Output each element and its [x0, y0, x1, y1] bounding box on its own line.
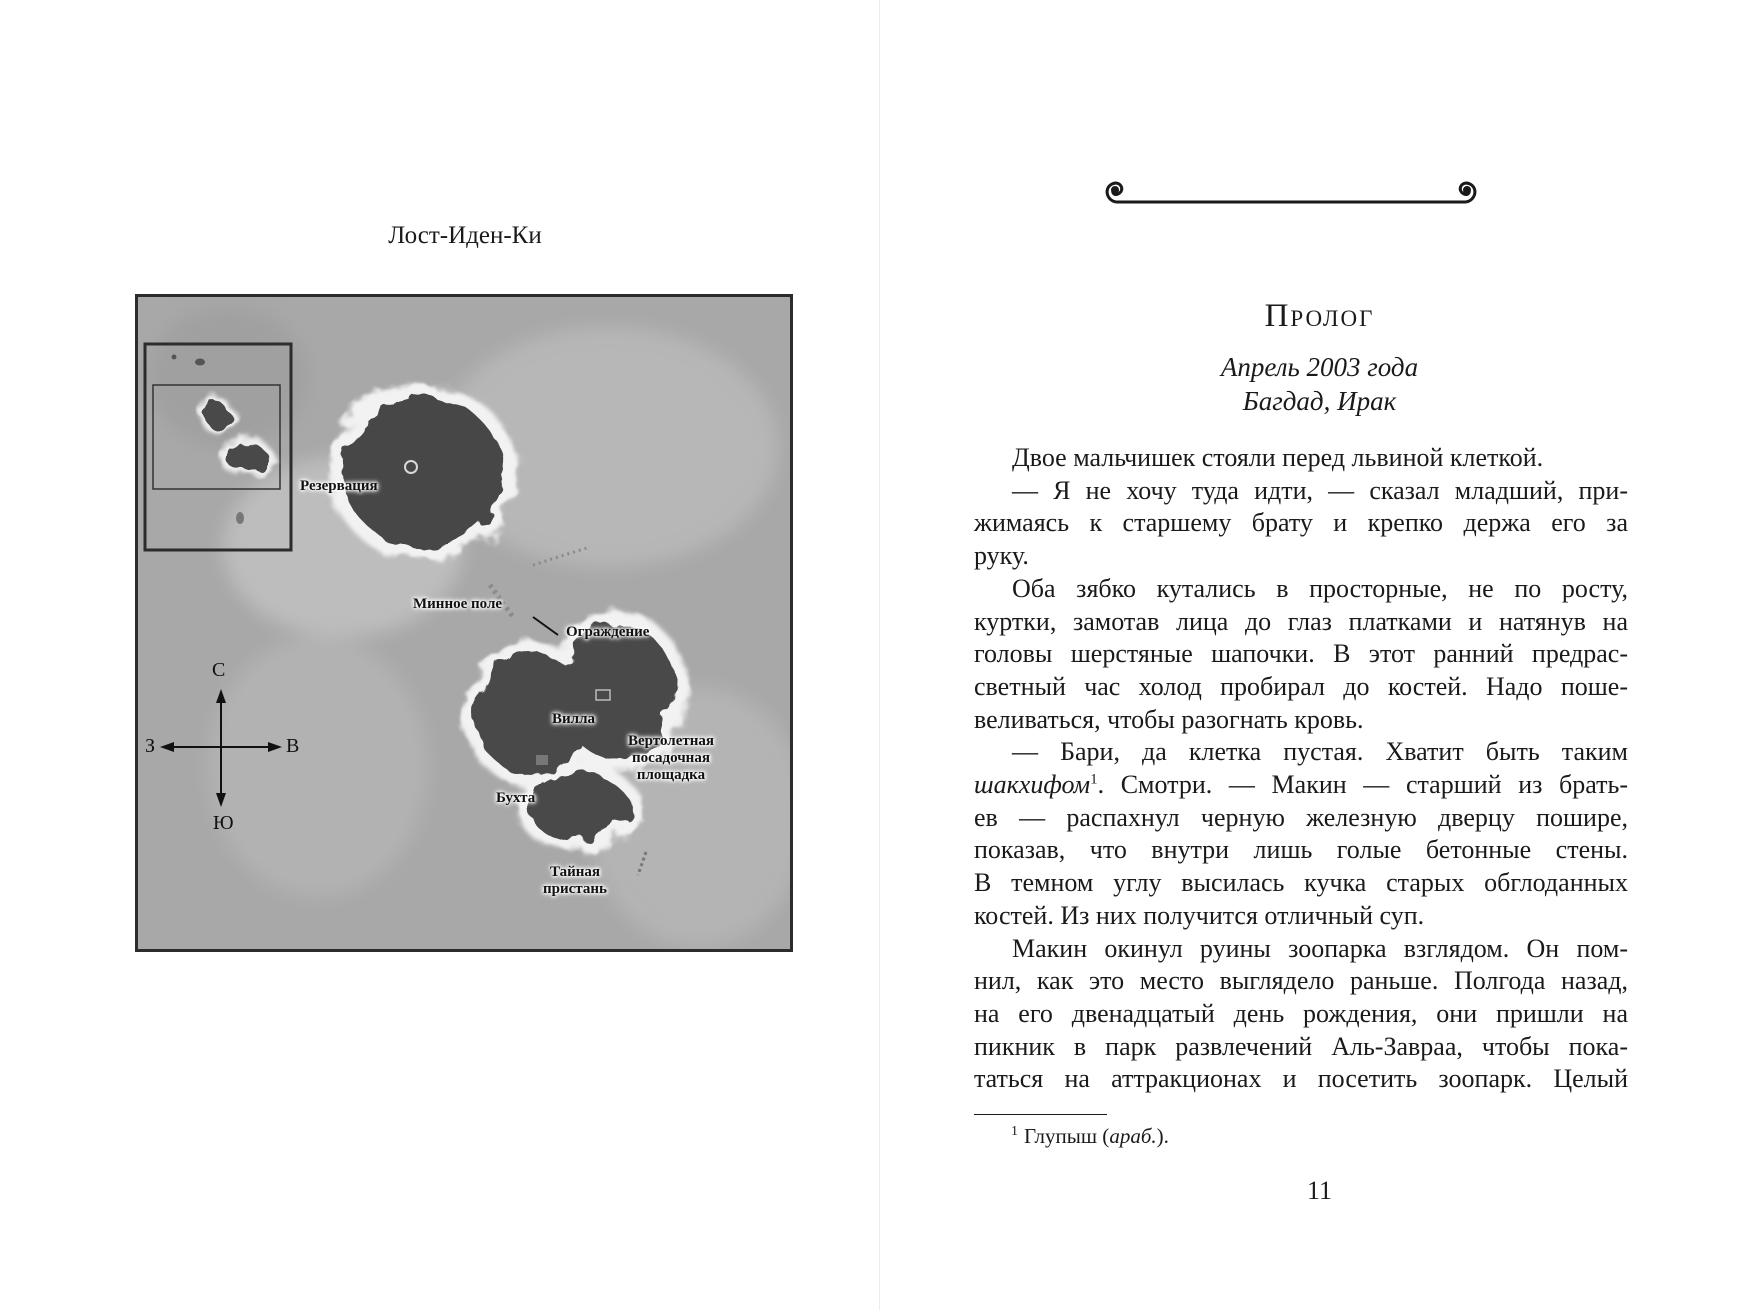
text-line: головы шерстяные шапочки. В этот ранний предрас- [974, 639, 1628, 669]
label-minefield: Минное поле [413, 596, 503, 612]
footnote: $^1$ Глупыш (араб.). [1011, 1124, 1169, 1148]
text-line: — Я не хочу туда идти, — сказал младший, при- [1012, 475, 1628, 505]
text-line: светный час холод пробирал до костей. Надо поше- [974, 671, 1628, 701]
map-graphic [138, 297, 790, 949]
text-line: таться на аттракционах и посетить зоопарк. Целый [974, 1064, 1628, 1094]
dateline-place: Багдад, Ирак [1242, 386, 1397, 416]
text-line: В темном углу высилась кучка старых обглоданных [974, 868, 1628, 898]
text-line: Оба зябко кутались в просторные, не по росту, [1012, 573, 1628, 603]
left-page [0, 0, 879, 1310]
dateline-date: Апрель 2003 года [1220, 352, 1419, 382]
text-line: Макин окинул руины зоопарка взглядом. Он пом- [1012, 933, 1628, 963]
label-bay: Бухта [496, 790, 536, 806]
compass-east: В [286, 735, 300, 757]
island-map [135, 294, 793, 952]
ornament-divider [1102, 178, 1480, 210]
chapter-title: Пролог [1264, 298, 1375, 334]
text-line: жимаясь к старшему брату и крепко держа его за [974, 508, 1628, 538]
text-line: на его двенадцатый день рождения, они пришли на [974, 998, 1628, 1028]
label-helipad: Вертолетная посадочная площадка [628, 733, 714, 783]
footnote-mark: 1 [1011, 1124, 1018, 1139]
footnote-reference[interactable]: 1 [1090, 771, 1098, 788]
label-reservation: Резервация [300, 478, 378, 494]
page-number: 11 [1306, 1176, 1333, 1205]
compass-north: С [212, 659, 226, 681]
text-line: веливаться, чтобы разогнать кровь. [974, 704, 1364, 734]
text-line: пикник в парк развлечений Аль-Завраа, чтобы пока- [974, 1031, 1628, 1061]
footnote-rule [974, 1114, 1107, 1115]
right-page [880, 0, 1759, 1310]
compass-south: Ю [213, 812, 234, 834]
text-line: — Бари, да клетка пустая. Хватит быть таким [1012, 737, 1628, 767]
chapter-body [974, 442, 1628, 1096]
text-line: руку. [974, 541, 1029, 571]
italic-word: шакхифом [974, 770, 1091, 800]
text-line: показав, что внутри лишь голые бетонные стены. [974, 835, 1628, 865]
label-villa: Вилла [552, 711, 595, 727]
map-title: Лост-Иден-Ки [388, 222, 542, 249]
text-line: ев — распахнул черную железную дверцу пошире, [974, 802, 1628, 832]
label-secret-pier: Тайная пристань [543, 864, 607, 897]
north-island [329, 384, 517, 560]
text-line: костей. Из них получится отличный суп. [974, 900, 1425, 930]
compass-west: З [145, 735, 156, 757]
text-line: шакхифом$^1$. Смотри. — Макин — старший из брать- [974, 770, 1628, 800]
text-line: Двое мальчишек стояли перед львиной клеткой. [1012, 443, 1544, 472]
label-fence: Ограждение [566, 624, 650, 640]
text-line: нил, как это место выглядело раньше. Полгода назад, [974, 966, 1628, 996]
text-line: куртки, замотав лица до глаз платками и натянув на [974, 606, 1628, 636]
